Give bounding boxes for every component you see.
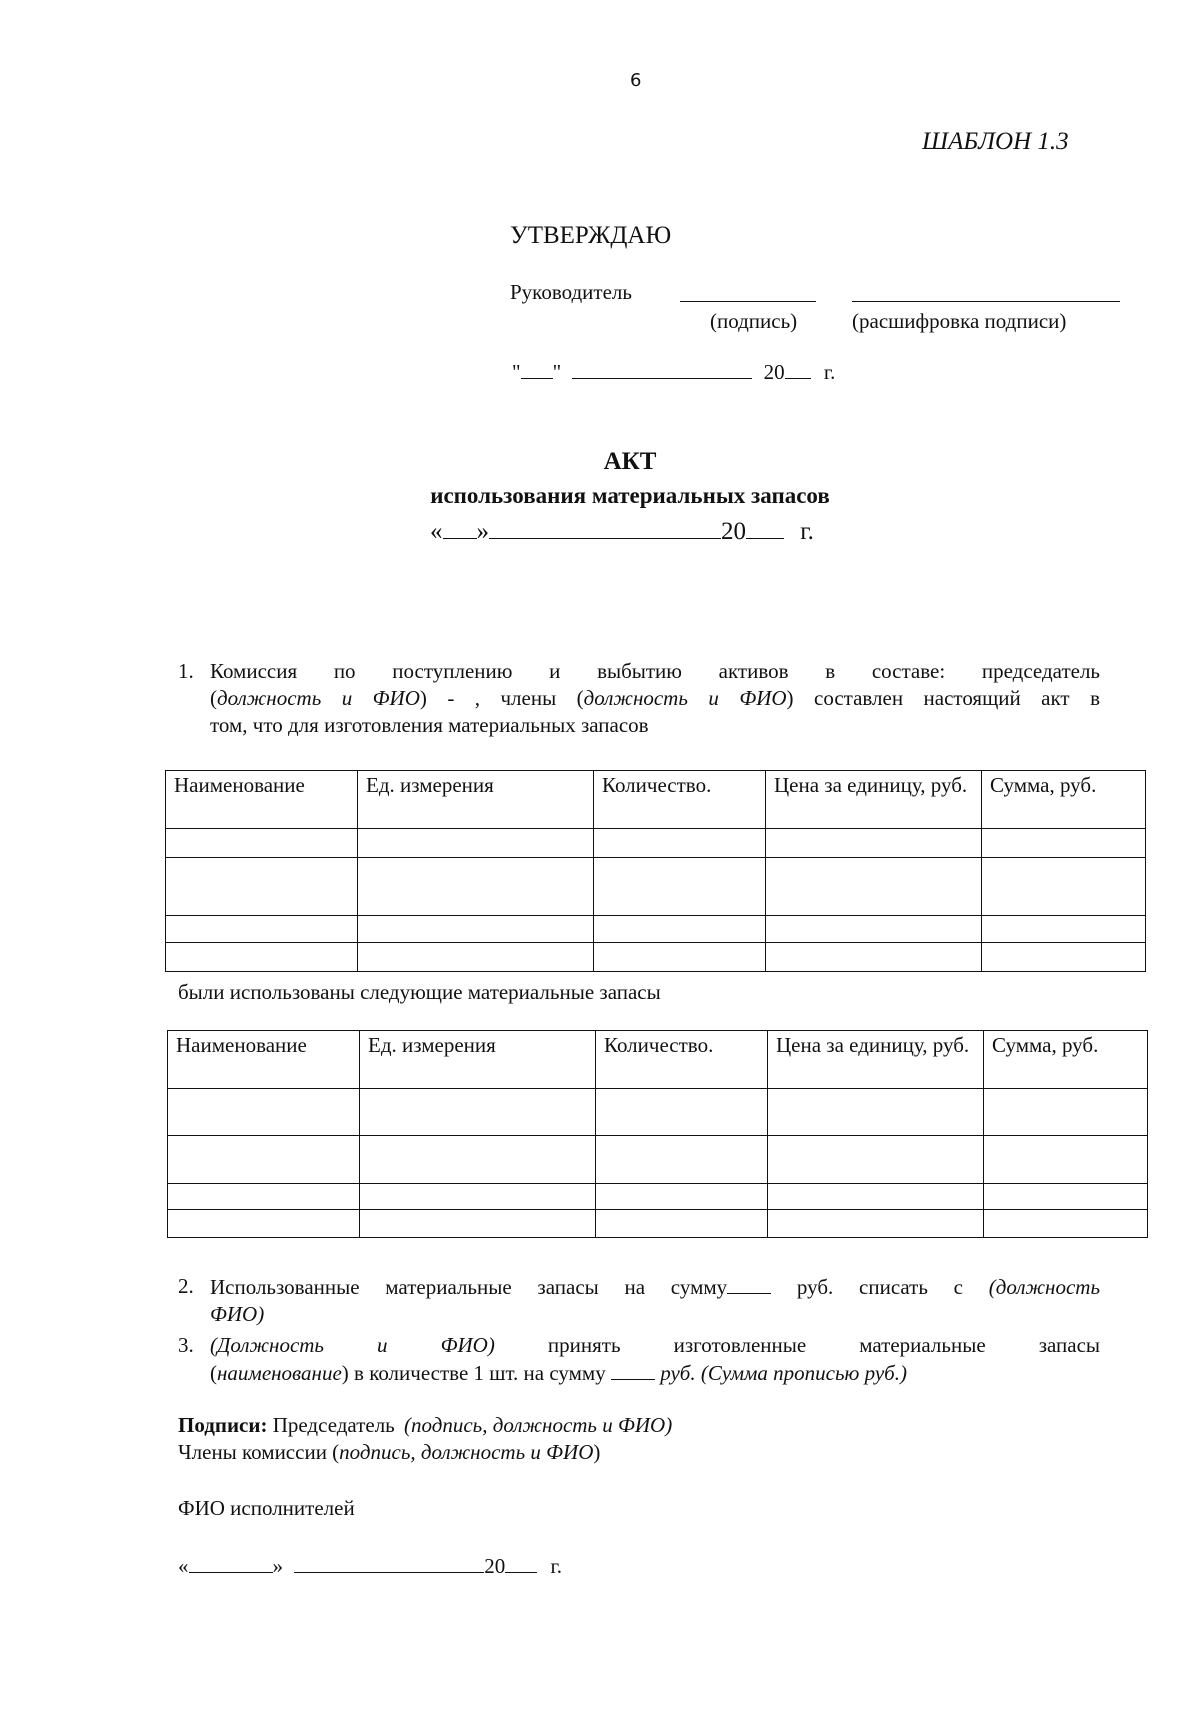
cell[interactable]	[984, 1210, 1148, 1238]
header-price: Цена за единицу, руб.	[768, 1031, 984, 1089]
table-row	[168, 1184, 1148, 1210]
executors-date: « » 20 г.	[178, 1554, 562, 1578]
table-row	[168, 1089, 1148, 1136]
item-2	[178, 1273, 1101, 1328]
month-blank	[294, 1552, 484, 1573]
day-blank	[189, 1552, 273, 1573]
cell[interactable]	[594, 916, 766, 943]
chair-detail: (подпись, должность и ФИО)	[404, 1413, 673, 1437]
act-year-blank	[746, 516, 784, 539]
signature-decode-line	[852, 281, 1120, 302]
cell[interactable]	[594, 943, 766, 972]
header-sum: Сумма, руб.	[982, 771, 1146, 829]
item-1-line-1: Комиссия по поступлению и выбытию активов в составе: председатель	[210, 659, 1100, 683]
signatures-line	[178, 1413, 672, 1438]
cell[interactable]	[982, 943, 1146, 972]
cell[interactable]	[766, 943, 982, 972]
day-blank	[521, 358, 553, 379]
cell[interactable]	[360, 1210, 596, 1238]
approval-role: Руководитель	[510, 280, 632, 304]
executors-label: ФИО исполнителей	[178, 1496, 355, 1520]
cell[interactable]	[168, 1210, 360, 1238]
month-blank	[572, 358, 752, 379]
chair-label: Председатель	[272, 1413, 395, 1437]
cell[interactable]	[768, 1210, 984, 1238]
header-name: Наименование	[168, 1031, 360, 1089]
header-quantity: Количество.	[596, 1031, 768, 1089]
cell[interactable]	[168, 1184, 360, 1210]
cell[interactable]	[766, 829, 982, 858]
cell[interactable]	[596, 1089, 768, 1136]
signatures-label: Подписи:	[178, 1413, 268, 1437]
act-subtitle: использования материальных запасов	[430, 483, 830, 508]
year-blank	[785, 358, 811, 379]
materials-produced-table	[165, 770, 1146, 972]
header-unit: Ед. измерения	[360, 1031, 596, 1089]
table-row	[166, 829, 1146, 858]
item-1-line-2: (должность и ФИО) - , члены (должность и ФИО) составлен настоящий акт в	[210, 686, 1100, 710]
cell[interactable]	[166, 943, 358, 972]
header-name: Наименование	[166, 771, 358, 829]
act-title: АКТ	[603, 448, 657, 475]
quote-close: "	[552, 360, 562, 384]
item-1-number: 1.	[178, 659, 194, 683]
cell[interactable]	[358, 829, 594, 858]
year-suffix: г.	[823, 360, 836, 384]
cell[interactable]	[768, 1184, 984, 1210]
cell[interactable]	[982, 916, 1146, 943]
cell[interactable]	[984, 1184, 1148, 1210]
cell[interactable]	[358, 943, 594, 972]
table-row	[166, 858, 1146, 916]
cell[interactable]	[984, 1089, 1148, 1136]
sum-blank	[727, 1273, 771, 1294]
approval-heading: УТВЕРЖДАЮ	[510, 222, 672, 249]
header-sum: Сумма, руб.	[984, 1031, 1148, 1089]
table-row	[166, 916, 1146, 943]
cell[interactable]	[360, 1089, 596, 1136]
cell[interactable]	[360, 1184, 596, 1210]
year-prefix: 20	[763, 360, 785, 384]
act-year-suffix: г.	[800, 518, 814, 545]
act-month-blank	[489, 516, 721, 539]
header-unit: Ед. измерения	[358, 771, 594, 829]
item-3-number: 3.	[178, 1333, 194, 1357]
between-tables-text: были использованы следующие материальные запасы	[178, 980, 661, 1004]
signature-line	[680, 281, 816, 302]
item-2-line-2: ФИО)	[210, 1302, 265, 1326]
header-price: Цена за единицу, руб.	[766, 771, 982, 829]
materials-used-table	[167, 1030, 1148, 1238]
act-date-close: »	[476, 518, 489, 545]
cell[interactable]	[594, 858, 766, 916]
item-1	[178, 658, 1100, 739]
members-line: Члены комиссии (подпись, должность и ФИО)	[178, 1440, 601, 1464]
cell[interactable]	[596, 1184, 768, 1210]
act-year-prefix: 20	[721, 518, 746, 545]
table-row	[168, 1136, 1148, 1184]
cell[interactable]	[360, 1136, 596, 1184]
sum-blank	[611, 1359, 655, 1380]
cell[interactable]	[768, 1136, 984, 1184]
cell[interactable]	[358, 858, 594, 916]
approval-date	[512, 358, 835, 385]
decode-caption: (расшифровка подписи)	[852, 309, 1067, 333]
cell[interactable]	[166, 858, 358, 916]
item-3-line-1: (Должность и ФИО) принять изготовленные материальные запасы	[210, 1333, 1101, 1357]
page-number: 6	[630, 70, 642, 91]
item-2-number: 2.	[178, 1274, 194, 1298]
cell[interactable]	[168, 1089, 360, 1136]
signature-caption: (подпись)	[710, 309, 798, 333]
year-blank	[505, 1552, 537, 1573]
header-quantity: Количество.	[594, 771, 766, 829]
cell[interactable]	[766, 858, 982, 916]
cell[interactable]	[982, 829, 1146, 858]
cell[interactable]	[594, 829, 766, 858]
cell[interactable]	[982, 858, 1146, 916]
act-date-open: «	[430, 518, 443, 545]
act-date	[430, 516, 814, 546]
table-row	[166, 943, 1146, 972]
cell[interactable]	[596, 1136, 768, 1184]
table-header-row	[166, 771, 1146, 829]
item-3-line-2: (наименование) в количестве 1 шт. на сумму руб. (Сумма прописью руб.)	[210, 1361, 907, 1385]
table-row	[168, 1210, 1148, 1238]
cell[interactable]	[358, 916, 594, 943]
cell[interactable]	[166, 916, 358, 943]
cell[interactable]	[168, 1136, 360, 1184]
cell[interactable]	[768, 1089, 984, 1136]
item-2-line-1: Использованные материальные запасы на сумму руб. списать с (должность	[210, 1275, 1101, 1299]
cell[interactable]	[984, 1136, 1148, 1184]
cell[interactable]	[596, 1210, 768, 1238]
cell[interactable]	[766, 916, 982, 943]
template-label: ШАБЛОН 1.3	[922, 128, 1069, 155]
item-1-line-3: том, что для изготовления материальных запасов	[210, 713, 649, 737]
item-3	[178, 1332, 1101, 1387]
table-header-row	[168, 1031, 1148, 1089]
act-day-blank	[443, 516, 477, 539]
cell[interactable]	[166, 829, 358, 858]
quote-open: "	[512, 360, 521, 384]
